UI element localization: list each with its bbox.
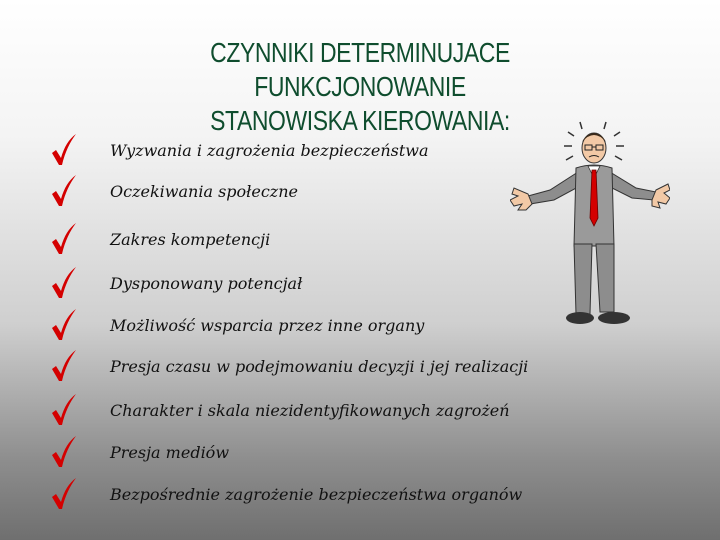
list-item [50, 222, 271, 256]
list-item-label: Możliwość wsparcia przez inne organy [110, 315, 425, 335]
list-item-label: Wyzwania i zagrożenia bezpieczeństwa [110, 140, 429, 160]
checkmark-icon [50, 133, 78, 167]
checkmark-icon [50, 349, 78, 383]
list-item-label: Oczekiwania społeczne [110, 181, 298, 201]
checkmark-icon [50, 308, 78, 342]
list-item-label: Presja mediów [110, 442, 230, 462]
list-item [50, 133, 429, 167]
list-item [50, 435, 230, 469]
list-item-label: Dysponowany potencjał [110, 273, 303, 293]
checkmark-icon [50, 222, 78, 256]
list-item-label: Charakter i skala niezidentyfikowanych zagrożeń [110, 400, 510, 420]
list-item [50, 308, 425, 342]
list-item [50, 477, 523, 511]
title-line-1: CZYNNIKI DETERMINUJACE FUNKCJONOWANIE [210, 37, 510, 102]
list-item-label: Zakres kompetencji [110, 229, 271, 249]
checkmark-icon [50, 266, 78, 300]
list-item [50, 266, 303, 300]
checkmark-icon [50, 435, 78, 469]
list-item-label: Presja czasu w podejmowaniu decyzji i jej realizacji [110, 356, 529, 376]
list-item [50, 174, 298, 208]
checkmark-icon [50, 393, 78, 427]
confused-businessman-illustration [510, 118, 670, 330]
checkmark-icon [50, 477, 78, 511]
list-item-label: Bezpośrednie zagrożenie bezpieczeństwa organów [110, 484, 523, 504]
title-line-2: STANOWISKA KIEROWANIA: [210, 105, 510, 136]
list-item [50, 393, 510, 427]
checkmark-icon [50, 174, 78, 208]
list-item [50, 349, 529, 383]
